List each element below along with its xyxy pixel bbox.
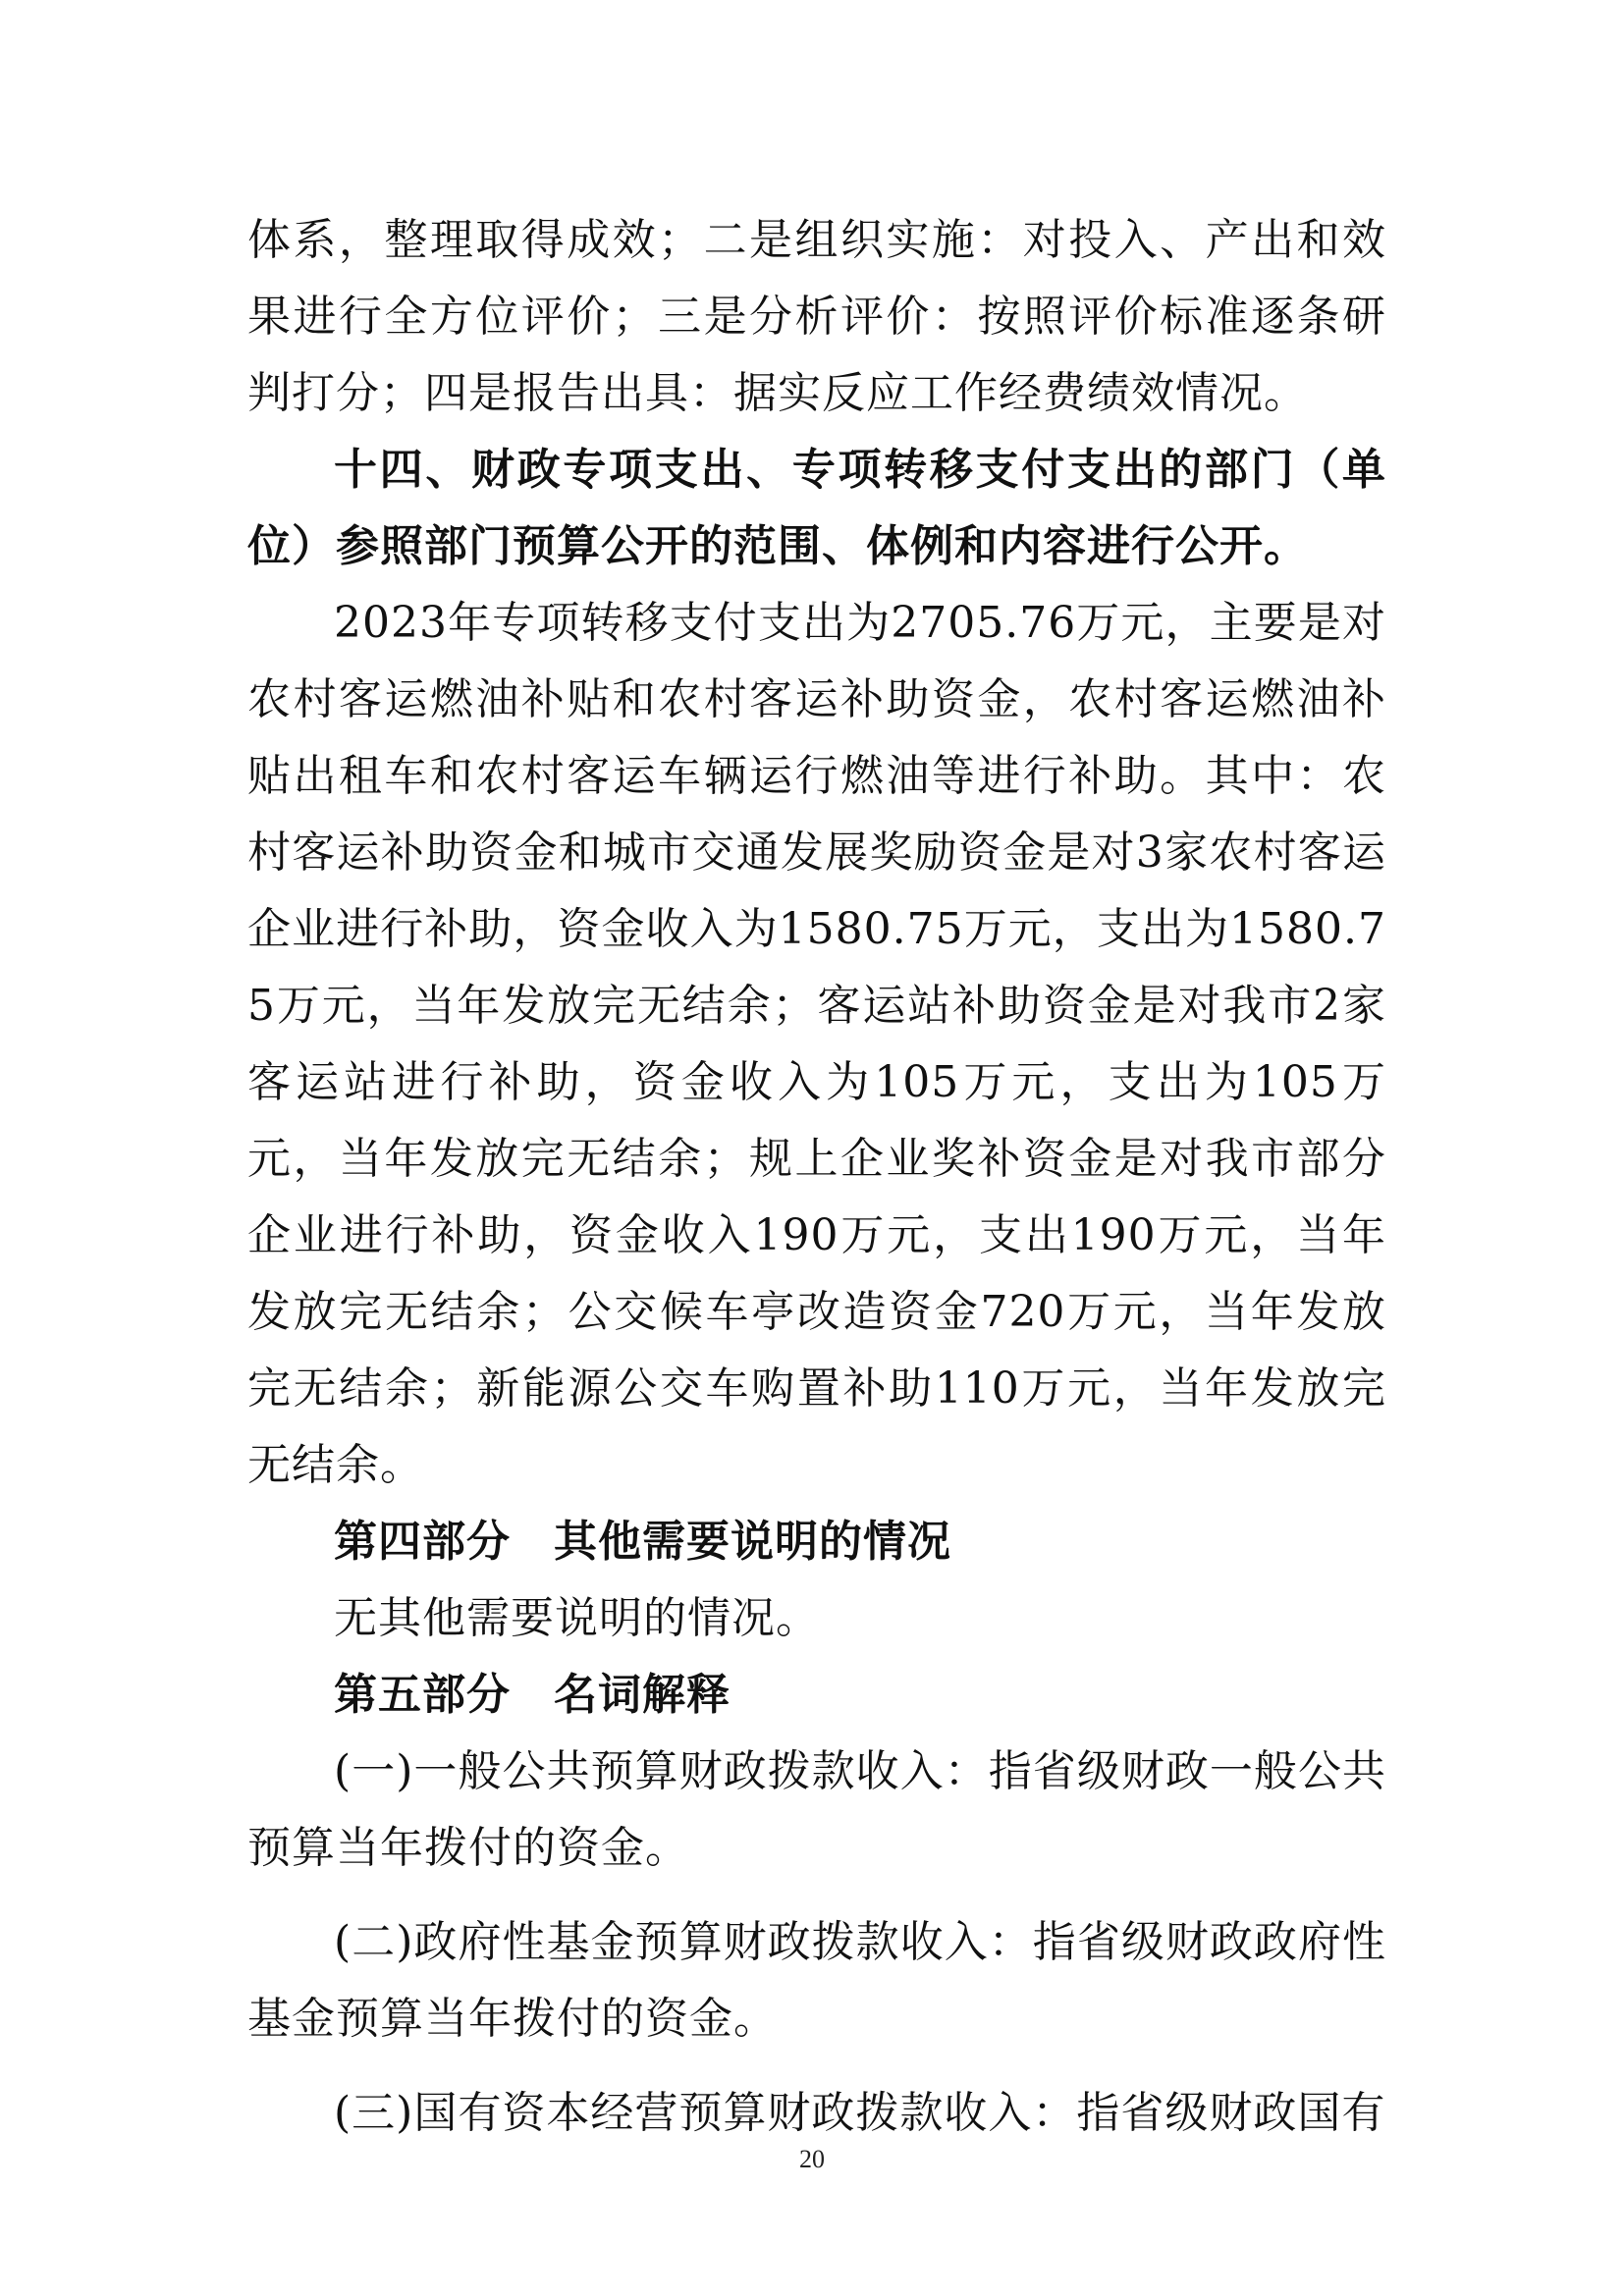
page-number: 20 <box>799 2145 825 2173</box>
part-5-label: 第五部分 <box>334 1670 511 1720</box>
term-definition-1: (一)一般公共预算财政拨款收入：指省级财政一般公共预算当年拨付的资金。 <box>247 1746 1386 1873</box>
page-body <box>247 202 1386 2169</box>
part-5-heading <box>247 1657 1386 1734</box>
transfer-payment-paragraph: 2023年专项转移支付支出为2705.76万元，主要是对农村客运燃油补贴和农村客运补助资金，农村客运燃油补贴出租车和农村客运车辆运行燃油等进行补助。其中：农村客运补助资金和城市交通发展奖励资金是对3家农村客运企业进行补助，资金收入为1580.75万元，支出为1580.75万元，当年发放完无结余；客运站补助资金是对我市2家客运站进行补助，资金收入为105万元，支出为105万元，当年发放完无结余；规上企业奖补资金是对我市部分企业进行补助，资金收入190万元，支出190万元，当年发放完无结余；公交候车亭改造资金720万元，当年发放完无结余；新能源公交车购置补助110万元，当年发放完无结余。 <box>247 598 1386 1490</box>
continuation-paragraph: 体系，整理取得成效；二是组织实施：对投入、产出和效果进行全方位评价；三是分析评价：按照评价标准逐条研判打分；四是报告出具：据实反应工作经费绩效情况。 <box>247 215 1386 418</box>
part-4-title: 其他需要说明的情况 <box>554 1517 951 1567</box>
part-4-body: 无其他需要说明的情况。 <box>334 1593 820 1643</box>
part-5-title: 名词解释 <box>554 1670 731 1720</box>
part-4-heading <box>247 1504 1386 1580</box>
term-definition-3: (三)国有资本经营预算财政拨款收入：指省级财政国有 <box>334 2088 1386 2138</box>
section-heading-14: 十四、财政专项支出、专项转移支付支出的部门（单位）参照部门预算公开的范围、体例和内容进行公开。 <box>247 445 1386 571</box>
part-4-label: 第四部分 <box>334 1517 511 1567</box>
term-definition-2: (二)政府性基金预算财政拨款收入：指省级财政政府性基金预算当年拨付的资金。 <box>247 1917 1386 2044</box>
